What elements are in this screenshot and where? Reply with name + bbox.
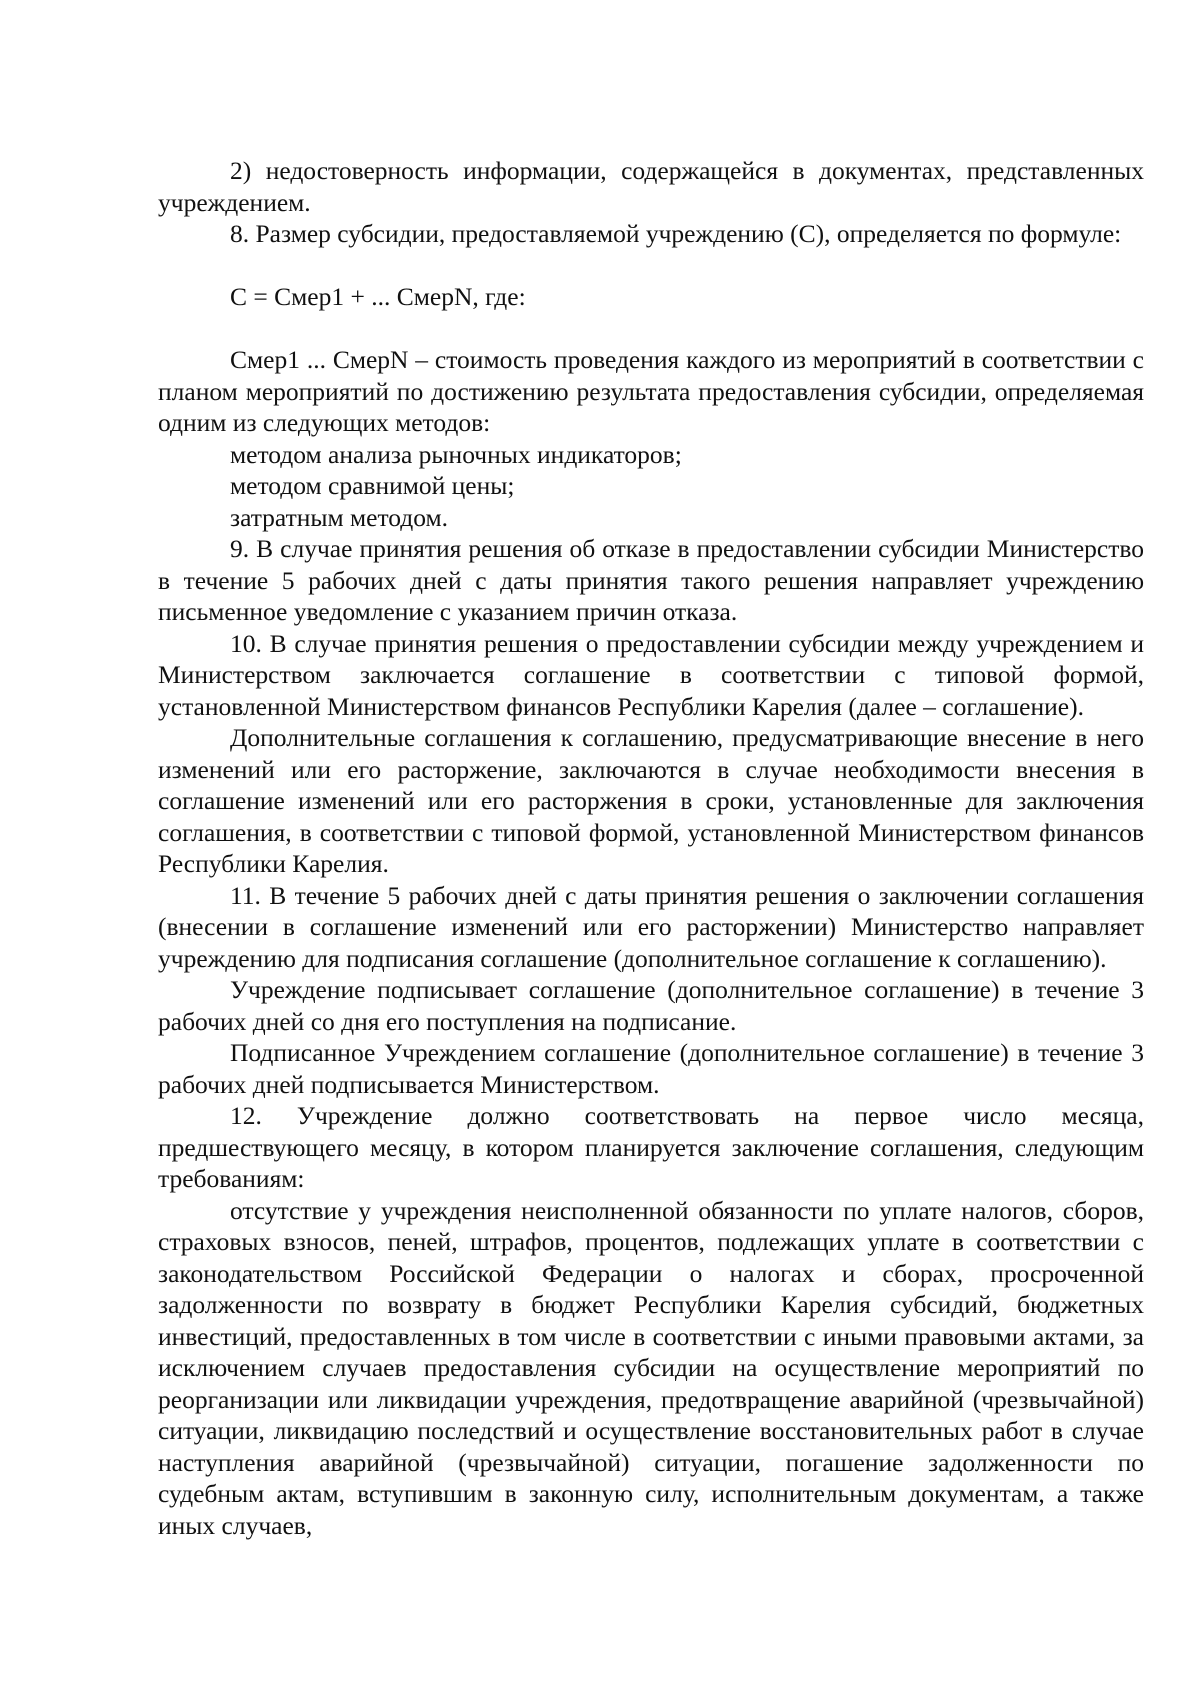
paragraph-10-additional: Дополнительные соглашения к соглашению, предусматривающие внесение в него изменений или его расторжение, заключаются в случае необходимости внесения в соглашение изменений или его расторжения в сроки, установленные для заключения соглашения, в соответствии с типовой формой, установленной Министерством финансов Республики Карелия. (158, 723, 1144, 878)
paragraph-12: 12. Учреждение должно соответствовать на первое число месяца, предшествующего месяцу, в котором планируется заключение соглашения, следующим требованиям: (158, 1101, 1144, 1193)
method-item-3: затратным методом. (230, 502, 449, 532)
paragraph-9: 9. В случае принятия решения об отказе в предоставлении субсидии Министерство в течение 5 рабочих дней с даты принятия такого решения направляет учреждению письменное уведомление с указанием причин отказа. (158, 534, 1144, 626)
paragraph-item-7-2: 2) недостоверность информации, содержащейся в документах, представленных учреждением. (158, 156, 1144, 217)
method-item-2: методом сравнимой цены; (230, 471, 515, 500)
paragraph-11-ministry: Подписанное Учреждением соглашение (дополнительное соглашение) в течение 3 рабочих дней подписывается Министерством. (158, 1038, 1144, 1099)
document-page (158, 155, 1144, 1541)
paragraph-8: 8. Размер субсидии, предоставляемой учреждению (С), определяется по формуле: (230, 219, 1122, 248)
formula-explanation: Смер1 ... СмерN – стоимость проведения каждого из мероприятий в соответствии с планом мероприятий по достижению результата предоставления субсидии, определяемая одним из следующих методов: (158, 345, 1144, 437)
paragraph-11: 11. В течение 5 рабочих дней с даты принятия решения о заключении соглашения (внесении в соглашение изменений или его расторжении) Министерство направляет учреждению для подписания соглашение (дополнительное соглашение к соглашению). (158, 880, 1144, 973)
method-item-1: методом анализа рыночных индикаторов; (230, 439, 682, 469)
formula-line: С = Смер1 + ... СмерN, где: (230, 282, 526, 311)
paragraph-10: 10. В случае принятия решения о предоставлении субсидии между учреждением и Министерством заключается соглашение в соответствии с типовой формой, установленной Министерством финансов Республики Карелия (далее – соглашение). (158, 628, 1144, 721)
paragraph-11-signing: Учреждение подписывает соглашение (дополнительное соглашение) в течение 3 рабочих дней со дня его поступления на подписание. (158, 975, 1144, 1036)
requirement-item-1: отсутствие у учреждения неисполненной обязанности по уплате налогов, сборов, страховых взносов, пеней, штрафов, процентов, подлежащих уплате в соответствии с законодательством Российской Федерации о налогах и сборах, просроченной задолженности по возврату в бюджет Республики Карелия субсидий, бюджетных инвестиций, предоставленных в том числе в соответствии с иными правовыми актами, за исключением случаев предоставления субсидии на осуществление мероприятий по реорганизации или ликвидации учреждения, предотвращение аварийной (чрезвычайной) ситуации, ликвидацию последствий и осуществление восстановительных работ в случае наступления аварийной (чрезвычайной) ситуации, погашение задолженности по судебным актам, вступившим в законную силу, исполнительным документам, а также иных случаев, (158, 1195, 1144, 1540)
